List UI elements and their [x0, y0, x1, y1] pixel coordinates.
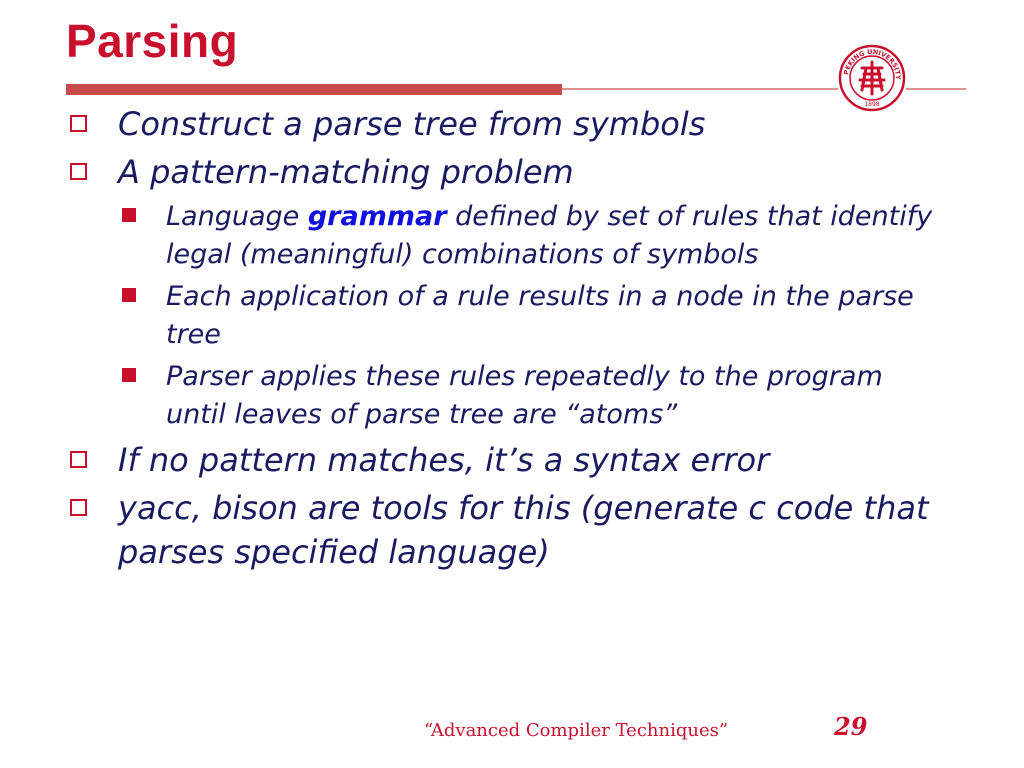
bullet-item [66, 486, 946, 574]
sub-bullet-text: Each application of a rule results in a node in the parse tree [166, 281, 914, 350]
hollow-square-bullet-icon [70, 163, 87, 180]
hollow-square-bullet-icon [70, 115, 87, 132]
bullet-text: If no pattern matches, it’s a syntax error [118, 441, 770, 479]
page-number: 29 [834, 712, 868, 741]
sub-bullet-item [66, 358, 946, 434]
keyword-grammar: grammar [307, 201, 447, 232]
logo-text: PEKING UNIVERSITY [842, 47, 903, 80]
bullet-text: yacc, bison are tools for this (generate c code that parses specified language) [118, 489, 929, 571]
bullet-item [66, 102, 946, 146]
sub-bullet-text-post: defined by set of rules that identify legal (meaningful) combinations of symbols [166, 201, 933, 270]
filled-square-bullet-icon [122, 208, 136, 222]
title-underline-thick [66, 84, 562, 95]
filled-square-bullet-icon [122, 368, 136, 382]
hollow-square-bullet-icon [70, 451, 87, 468]
sub-bullet-text-pre: Language [166, 201, 308, 232]
title-underline-thin [562, 88, 838, 90]
title-underline-thin-right [906, 88, 966, 90]
bullet-item [66, 438, 946, 482]
hollow-square-bullet-icon [70, 499, 87, 516]
bullet-text: Construct a parse tree from symbols [118, 105, 706, 143]
footer-course-name: “Advanced Compiler Techniques” [424, 720, 729, 741]
slide-title: Parsing [66, 15, 239, 67]
sub-bullet-item [66, 278, 946, 354]
bullet-text: A pattern-matching problem [118, 153, 574, 191]
logo-year: 1898 [864, 101, 880, 108]
filled-square-bullet-icon [122, 288, 136, 302]
bullet-item [66, 150, 946, 194]
sub-bullet-text: Parser applies these rules repeatedly to the program until leaves of parse tree are “atoms” [166, 361, 883, 430]
slide-body [66, 98, 946, 574]
sub-bullet-item [66, 198, 946, 274]
